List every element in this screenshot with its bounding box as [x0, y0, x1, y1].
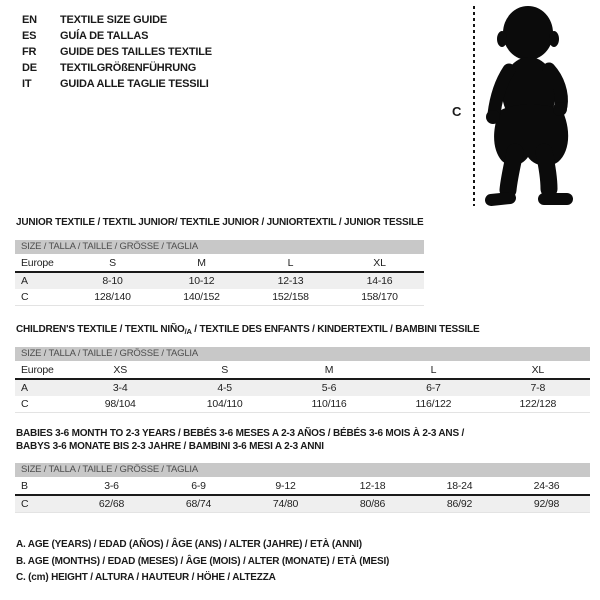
footnote-b: B. AGE (MONTHS) / EDAD (MESES) / ÂGE (MOIS) / ALTER (MONATE) / ETÀ (MESI) — [16, 555, 390, 567]
table-row — [15, 477, 590, 496]
table-cell: XL — [531, 363, 545, 376]
size-header-bar: SIZE / TALLA / TAILLE / GRÖSSE / TAGLIA — [15, 240, 424, 254]
table-cell: 140/152 — [183, 291, 220, 303]
height-label-c: C — [452, 104, 462, 119]
language-label: TEXTILGRÖßENFÜHRUNG — [60, 62, 197, 74]
table-cell: 3-6 — [104, 479, 119, 492]
table-cell: 152/158 — [272, 291, 309, 303]
row-label-cell: Europe — [21, 256, 54, 269]
language-row — [22, 28, 212, 44]
table-cell: 158/170 — [361, 291, 398, 303]
table-row — [15, 273, 424, 289]
language-row — [22, 12, 212, 28]
table-cell: L — [430, 363, 437, 376]
language-code: ES — [22, 30, 37, 42]
language-label: GUÍA DE TALLAS — [60, 30, 149, 42]
size-header-bar: SIZE / TALLA / TAILLE / GRÖSSE / TAGLIA — [15, 347, 590, 361]
table-cell: XL — [373, 256, 386, 269]
table-cell: 12-13 — [277, 275, 304, 287]
table-cell: 110/116 — [311, 398, 347, 410]
table-cell: M — [197, 256, 206, 269]
table-row — [15, 254, 424, 273]
table-cell: 6-9 — [191, 479, 206, 492]
table-cell: 104/110 — [206, 398, 243, 410]
table-cell: S — [109, 256, 116, 269]
language-label: TEXTILE SIZE GUIDE — [60, 14, 168, 26]
footnote-c: C. (cm) HEIGHT / ALTURA / HAUTEUR / HÖHE / ALTEZZA — [16, 572, 276, 583]
junior-size-table — [15, 240, 424, 306]
table-cell: 5-6 — [321, 382, 337, 394]
table-cell: 7-8 — [530, 382, 546, 394]
table-cell: 9-12 — [275, 479, 296, 492]
table-cell: XS — [113, 363, 127, 376]
title-line: BABIES 3-6 MONTH TO 2-3 YEARS / BEBÉS 3-6 MESES A 2-3 AÑOS / BÉBÉS 3-6 MOIS À 2-3 ANS / — [16, 428, 465, 439]
table-cell: 8-10 — [102, 275, 123, 287]
row-label-cell: A — [21, 275, 28, 287]
table-cell: 12-18 — [359, 479, 386, 492]
table-row — [15, 496, 590, 512]
language-label: GUIDE DES TAILLES TEXTILE — [60, 46, 212, 58]
table-cell: 24-36 — [533, 479, 560, 492]
language-code: EN — [22, 14, 37, 26]
language-code: DE — [22, 62, 37, 74]
row-label-cell: C — [21, 398, 29, 410]
section-title-junior: JUNIOR TEXTILE / TEXTIL JUNIOR/ TEXTILE JUNIOR / JUNIORTEXTIL / JUNIOR TESSILE — [16, 217, 424, 228]
table-cell: S — [221, 363, 229, 376]
row-label-cell: C — [21, 498, 29, 510]
table-row — [15, 396, 590, 412]
table-cell: 86/92 — [446, 498, 473, 510]
table-cell: 3-4 — [112, 382, 128, 394]
babies-size-table — [15, 463, 590, 513]
language-row — [22, 60, 212, 76]
title-part: CHILDREN'S TEXTILE / TEXTIL NIÑO — [16, 324, 185, 335]
title-line: BABYS 3-6 MONATE BIS 2-3 JAHRE / BAMBINI 3-6 MESI A 2-3 ANNI — [16, 441, 324, 452]
children-size-table — [15, 347, 590, 413]
row-label-cell: A — [21, 382, 28, 394]
language-guide — [22, 12, 212, 92]
table-cell: 74/80 — [272, 498, 299, 510]
table-cell: 122/128 — [519, 398, 557, 410]
table-cell: M — [324, 363, 334, 376]
language-code: IT — [22, 78, 32, 90]
table-cell: 116/122 — [415, 398, 452, 410]
table-cell: 68/74 — [185, 498, 212, 510]
table-row — [15, 380, 590, 396]
row-label-cell: Europe — [21, 363, 54, 376]
table-cell: 10-12 — [188, 275, 215, 287]
title-part: / TEXTILE DES ENFANTS / KINDERTEXTIL / BAMBINI TESSILE — [191, 324, 480, 335]
table-cell: 80/86 — [359, 498, 386, 510]
table-cell: 128/140 — [94, 291, 131, 303]
height-measure-line — [473, 6, 475, 206]
section-title-babies — [16, 427, 464, 453]
size-header-bar: SIZE / TALLA / TAILLE / GRÖSSE / TAGLIA — [15, 463, 590, 477]
row-label-cell: C — [21, 291, 29, 303]
language-row — [22, 44, 212, 60]
baby-silhouette — [478, 0, 600, 210]
table-cell: 98/104 — [104, 398, 136, 410]
footnote-a: A. AGE (YEARS) / EDAD (AÑOS) / ÂGE (ANS) / ALTER (JAHRE) / ETÀ (ANNI) — [16, 539, 362, 550]
section-title-children — [16, 324, 479, 336]
language-label: GUIDA ALLE TAGLIE TESSILI — [60, 78, 209, 90]
table-cell: 4-5 — [217, 382, 232, 394]
table-cell: L — [287, 256, 294, 269]
table-cell: 6-7 — [426, 382, 441, 394]
table-cell: 92/98 — [533, 498, 560, 510]
footnotes — [16, 537, 389, 587]
table-cell: 18-24 — [446, 479, 473, 492]
title-subscript: /A — [184, 327, 192, 336]
table-row — [15, 361, 590, 380]
table-cell: 14-16 — [366, 275, 393, 287]
table-cell: 62/68 — [98, 498, 125, 510]
language-row — [22, 76, 212, 92]
table-row — [15, 289, 424, 305]
row-label-cell: B — [21, 479, 28, 492]
language-code: FR — [22, 46, 37, 58]
